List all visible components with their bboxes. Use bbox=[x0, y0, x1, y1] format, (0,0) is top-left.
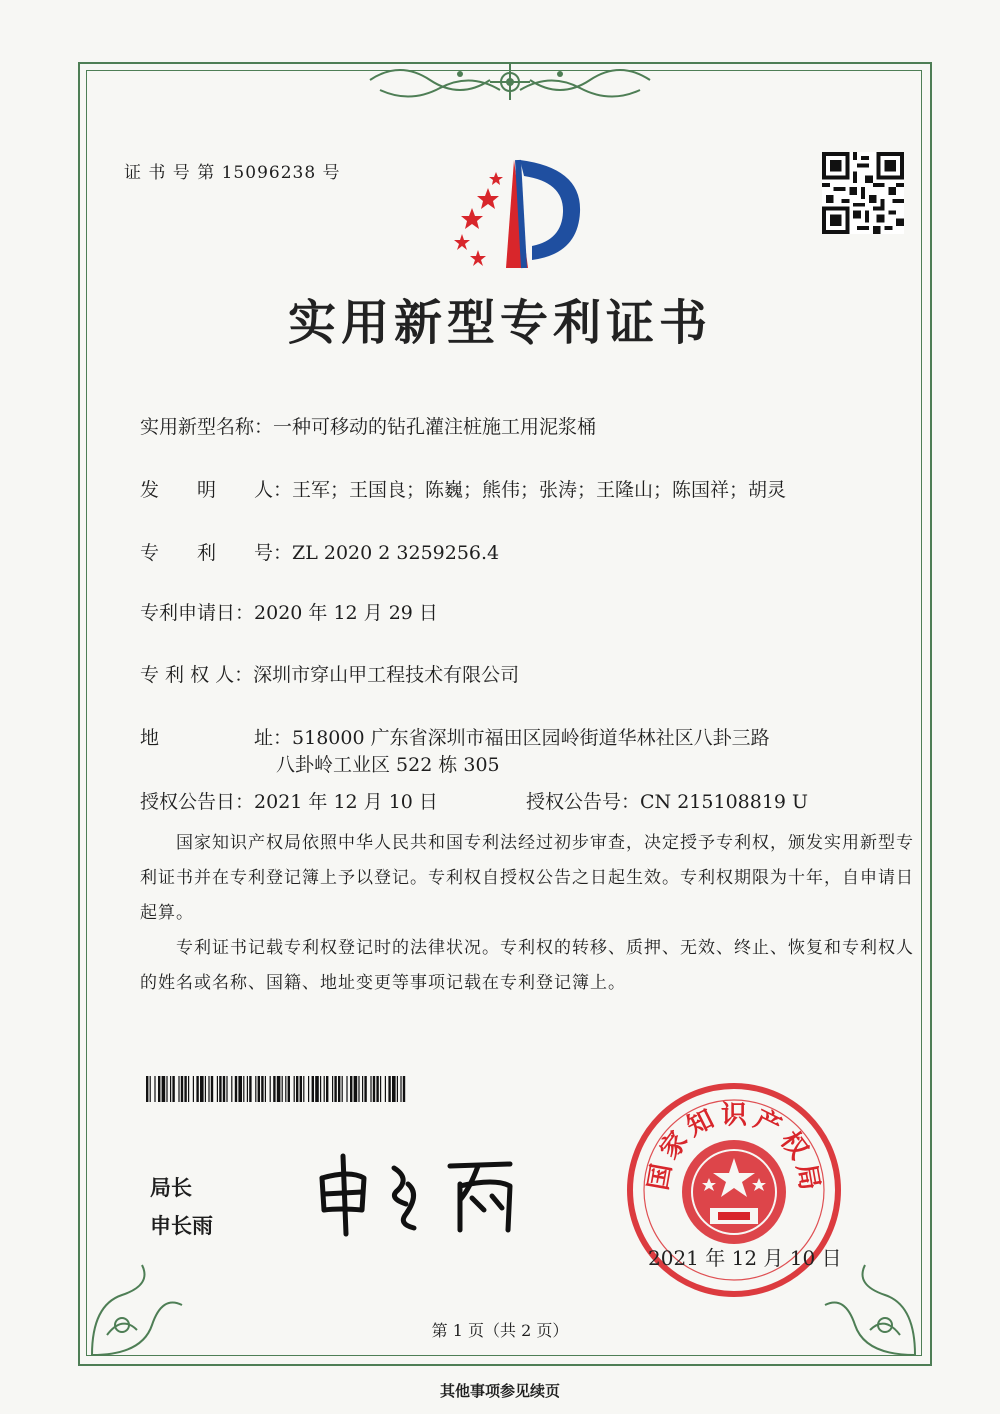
utility-model-name-value: 一种可移动的钻孔灌注桩施工用泥浆桶 bbox=[273, 416, 597, 438]
barcode-bar bbox=[258, 1076, 260, 1102]
barcode-bar bbox=[273, 1076, 275, 1102]
barcode-bar bbox=[226, 1076, 227, 1102]
barcode-bar bbox=[188, 1076, 189, 1102]
utility-model-name-row bbox=[140, 412, 596, 439]
barcode-bar bbox=[249, 1076, 251, 1102]
barcode-bar bbox=[296, 1076, 298, 1102]
patentee-label: 专 利 权 人： bbox=[140, 664, 254, 686]
barcode-bar bbox=[364, 1076, 366, 1102]
barcode-bar bbox=[193, 1076, 194, 1102]
barcode-bar bbox=[300, 1076, 302, 1102]
barcode-bar bbox=[350, 1076, 352, 1102]
barcode bbox=[146, 1076, 408, 1102]
grant-number-row bbox=[526, 787, 808, 814]
barcode-bar bbox=[150, 1076, 151, 1102]
inventor-value: 王军；王国良；陈巍；熊伟；张涛；王隆山；陈国祥；胡灵 bbox=[292, 479, 787, 501]
barcode-bar bbox=[403, 1076, 405, 1102]
barcode-bar bbox=[380, 1076, 381, 1102]
barcode-bar bbox=[400, 1076, 401, 1102]
bottom-left-corner-ornament bbox=[82, 1255, 192, 1365]
barcode-bar bbox=[265, 1076, 266, 1102]
barcode-bar bbox=[211, 1076, 213, 1102]
barcode-bar bbox=[294, 1076, 295, 1102]
barcode-bar bbox=[373, 1076, 375, 1102]
barcode-bar bbox=[358, 1076, 359, 1102]
barcode-bar bbox=[326, 1076, 328, 1102]
barcode-bar bbox=[338, 1076, 340, 1102]
patent-number-label: 专 利 号： bbox=[140, 542, 293, 564]
barcode-bar bbox=[184, 1076, 186, 1102]
top-ornament bbox=[360, 60, 660, 106]
barcode-bar bbox=[376, 1076, 378, 1102]
barcode-bar bbox=[282, 1076, 283, 1102]
grant-date-label: 授权公告日： bbox=[140, 791, 255, 813]
barcode-bar bbox=[146, 1076, 148, 1102]
grant-date-value: 2021 年 12 月 10 日 bbox=[254, 791, 438, 813]
barcode-bar bbox=[158, 1076, 160, 1102]
seal-character: 家 bbox=[654, 1126, 695, 1165]
inventor-row bbox=[140, 475, 786, 502]
certificate-number: 证 书 号 第 15096238 号 bbox=[124, 163, 341, 183]
barcode-bar bbox=[243, 1076, 244, 1102]
barcode-bar bbox=[370, 1076, 371, 1102]
barcode-bar bbox=[388, 1076, 390, 1102]
barcode-bar bbox=[346, 1076, 347, 1102]
barcode-bar bbox=[277, 1076, 281, 1102]
barcode-bar bbox=[205, 1076, 206, 1102]
seal-date: 2021 年 12 月 10 日 bbox=[648, 1246, 842, 1270]
bottom-note: 其他事项参见续页 bbox=[439, 1382, 560, 1400]
barcode-bar bbox=[255, 1076, 256, 1102]
barcode-bar bbox=[166, 1076, 167, 1102]
barcode-bar bbox=[285, 1076, 286, 1102]
barcode-bar bbox=[392, 1076, 396, 1102]
barcode-bar bbox=[308, 1076, 309, 1102]
handwritten-signature bbox=[310, 1148, 535, 1238]
barcode-bar bbox=[231, 1076, 232, 1102]
patent-number-row bbox=[140, 538, 499, 565]
barcode-bar bbox=[270, 1076, 271, 1102]
seal-character: 识 bbox=[720, 1100, 748, 1131]
patentee-row bbox=[140, 660, 519, 687]
barcode-bar bbox=[208, 1076, 209, 1102]
address-line-2: 八卦岭工业区 522 栋 305 bbox=[276, 754, 500, 776]
filing-date-label: 专利申请日： bbox=[140, 602, 255, 624]
barcode-bar bbox=[342, 1076, 343, 1102]
patent-number-value: ZL 2020 2 3259256.4 bbox=[292, 542, 500, 564]
barcode-bar bbox=[385, 1076, 386, 1102]
barcode-bar bbox=[332, 1076, 333, 1102]
barcode-bar bbox=[217, 1076, 218, 1102]
filing-date-row bbox=[140, 598, 438, 625]
seal-character: 知 bbox=[682, 1104, 719, 1143]
barcode-bar bbox=[354, 1076, 358, 1102]
barcode-bar bbox=[196, 1076, 198, 1102]
barcode-bar bbox=[219, 1076, 221, 1102]
barcode-bar bbox=[247, 1076, 248, 1102]
utility-model-name-label: 实用新型名称： bbox=[140, 416, 274, 438]
barcode-bar bbox=[315, 1076, 319, 1102]
paragraph-legal-status: 专利证书记载专利权登记时的法律状况。专利权的转移、质押、无效、终止、恢复和专利权人的姓名或名称、国籍、地址变更等事项记载在专利登记簿上。 bbox=[140, 938, 914, 993]
barcode-bar bbox=[288, 1076, 290, 1102]
signatory-name: 申长雨 bbox=[150, 1214, 213, 1238]
barcode-bar bbox=[362, 1076, 363, 1102]
address-label: 地 址： bbox=[140, 727, 293, 749]
grant-number-value: CN 215108819 U bbox=[640, 791, 809, 813]
page-number: 第 1 页（共 2 页） bbox=[431, 1321, 569, 1340]
barcode-bar bbox=[170, 1076, 171, 1102]
barcode-bar bbox=[312, 1076, 314, 1102]
address-row bbox=[140, 723, 770, 750]
signatory-title: 局长 bbox=[150, 1176, 192, 1200]
cnipa-logo bbox=[432, 150, 592, 275]
seal-character: 权 bbox=[773, 1126, 814, 1165]
grant-number-label: 授权公告号： bbox=[526, 791, 641, 813]
seal-character: 国 bbox=[643, 1161, 678, 1193]
grant-date-row bbox=[140, 787, 438, 814]
barcode-bar bbox=[303, 1076, 304, 1102]
address-line-1: 518000 广东省深圳市福田区园岭街道华林社区八卦三路 bbox=[292, 727, 770, 749]
inventor-label: 发 明 人： bbox=[140, 479, 293, 501]
barcode-bar bbox=[172, 1076, 174, 1102]
barcode-bar bbox=[334, 1076, 336, 1102]
barcode-bar bbox=[324, 1076, 325, 1102]
barcode-bar bbox=[397, 1076, 398, 1102]
patentee-value: 深圳市穿山甲工程技术有限公司 bbox=[253, 664, 520, 686]
barcode-bar bbox=[320, 1076, 321, 1102]
filing-date-value: 2020 年 12 月 29 日 bbox=[254, 602, 438, 624]
paragraph-grant-statement: 国家知识产权局依照中华人民共和国专利法经过初步审查，决定授予专利权，颁发实用新型专利证书并在专利登记簿上予以登记。专利权自授权公告之日起生效。专利权期限为十年，自申请日起算。 bbox=[140, 833, 914, 923]
barcode-bar bbox=[181, 1076, 183, 1102]
barcode-bar bbox=[235, 1076, 237, 1102]
barcode-bar bbox=[178, 1076, 179, 1102]
barcode-bar bbox=[261, 1076, 263, 1102]
barcode-bar bbox=[200, 1076, 204, 1102]
barcode-bar bbox=[162, 1076, 166, 1102]
certificate-title: 实用新型专利证书 bbox=[287, 295, 712, 351]
seal-character: 局 bbox=[790, 1161, 825, 1193]
qr-code bbox=[822, 152, 904, 234]
seal-character: 产 bbox=[749, 1104, 786, 1143]
barcode-bar bbox=[154, 1076, 155, 1102]
barcode-bar bbox=[238, 1076, 242, 1102]
barcode-bar bbox=[223, 1076, 225, 1102]
